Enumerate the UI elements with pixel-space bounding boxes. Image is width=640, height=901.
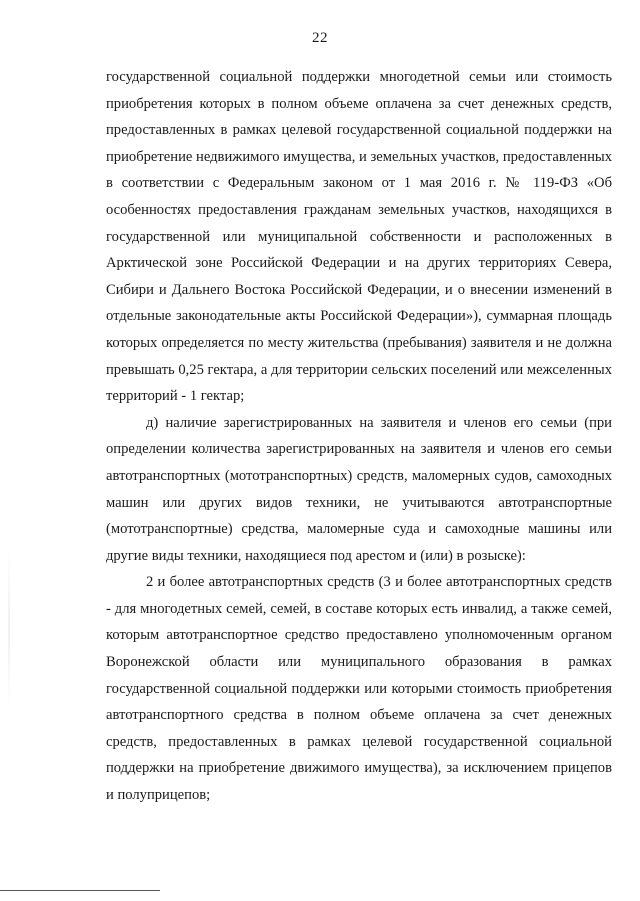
paragraph-continuation: государственной социальной поддержки многодетной семьи или стоимость приобретения которых в полном объеме оплачена за счет денежных средств, предоставленных в рамках целевой государственной социальной поддержки на приобретение недвижимого имущества, и земельных участков, предоставленных в соответствии с Федеральным законом от 1 мая 2016 г. № 119-ФЗ «Об особенностях предоставления гражданам земельных участков, находящихся в государственной или муниципальной собственности и расположенных в Арктической зоне Российской Федерации и на других территориях Севера, Сибири и Дальнего Востока Российской Федерации, и о внесении изменений в отдельные законодательные акты Российской Федерации»), суммарная площадь которых определяется по месту жительства (пребывания) заявителя и не должна превышать 0,25 гектара, а для территории сельских поселений или межселенных территорий - 1 гектар;: [106, 69, 612, 405]
footer-rule: [0, 890, 160, 891]
page-number: 22: [312, 30, 328, 46]
scan-margin-shadow: [8, 548, 10, 708]
document-body: [106, 64, 612, 809]
paragraph-item-d: д) наличие зарегистрированных на заявителя и членов его семьи (при определении количества зарегистрированных на заявителя и членов его семьи автотранспортных (мототранспортных) средств, маломерных судов, самоходных машин или других видов техники, не учитываются автотранспортные (мототранспортные) средства, маломерные суда и самоходные машины или другие виды техники, находящиеся под арестом и (или) в розыске):: [106, 414, 612, 564]
paragraph-item-vehicles: 2 и более автотранспортных средств (3 и более автотранспортных средств - для многодетных семей, семей, в составе которых есть инвалид, а также семей, которым автотранспортное средство предоставлено уполномоченным органом Воронежской области или муниципального образования в рамках государственной социальной поддержки или которыми стоимость приобретения автотранспортного средства в полном объеме оплачена за счет денежных средств, предоставленных в рамках целевой государственной социальной поддержки на приобретение движимого имущества), за исключением прицепов и полуприцепов;: [106, 574, 612, 804]
